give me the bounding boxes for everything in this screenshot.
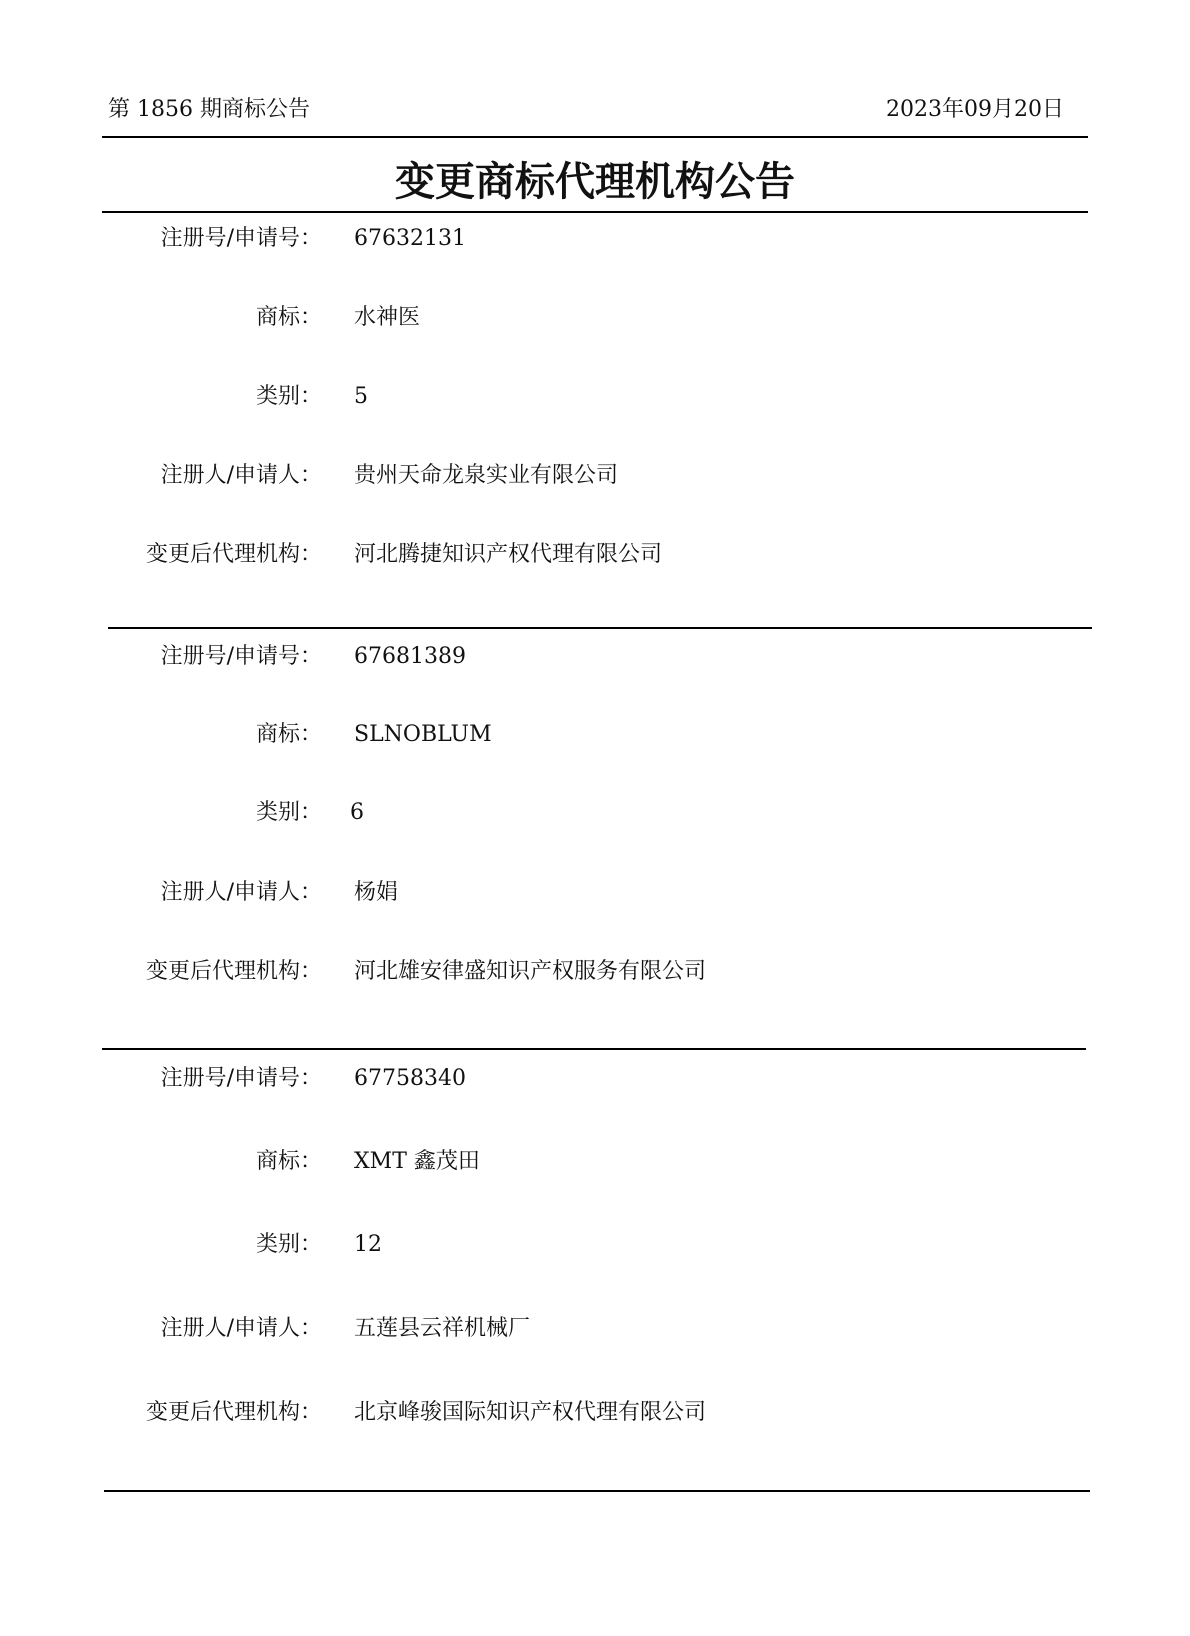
label-class: 类别： bbox=[255, 1232, 322, 1257]
label-class: 类别： bbox=[255, 800, 322, 825]
value-reg-no: 67758340 bbox=[354, 1066, 466, 1091]
value-reg-no: 67681389 bbox=[354, 644, 466, 669]
field-new-agent bbox=[0, 538, 1190, 572]
value-class: 5 bbox=[354, 384, 368, 409]
label-reg-no: 注册号/申请号： bbox=[160, 1066, 322, 1091]
value-applicant: 杨娟 bbox=[354, 880, 399, 905]
issue-number: 第 1856 期商标公告 bbox=[108, 97, 310, 122]
field-class bbox=[0, 1228, 1190, 1262]
label-applicant: 注册人/申请人： bbox=[160, 1316, 322, 1341]
record-divider bbox=[102, 1048, 1086, 1050]
record-divider bbox=[104, 1490, 1090, 1492]
value-new-agent: 河北腾捷知识产权代理有限公司 bbox=[354, 542, 663, 567]
title-divider bbox=[102, 211, 1088, 213]
field-class bbox=[0, 380, 1190, 414]
value-mark: SLNOBLUM bbox=[354, 722, 492, 747]
field-applicant bbox=[0, 1312, 1190, 1346]
record-divider bbox=[108, 627, 1092, 629]
label-applicant: 注册人/申请人： bbox=[160, 463, 322, 488]
label-mark: 商标： bbox=[255, 722, 322, 747]
label-mark: 商标： bbox=[255, 1149, 322, 1174]
field-mark bbox=[0, 301, 1190, 335]
field-reg-no bbox=[0, 640, 1190, 674]
field-class bbox=[0, 796, 1190, 830]
value-new-agent: 北京峰骏国际知识产权代理有限公司 bbox=[354, 1400, 707, 1425]
label-new-agent: 变更后代理机构： bbox=[145, 1400, 322, 1425]
field-reg-no bbox=[0, 222, 1190, 256]
page-title: 变更商标代理机构公告 bbox=[395, 159, 795, 205]
value-applicant: 五莲县云祥机械厂 bbox=[354, 1316, 531, 1341]
value-new-agent: 河北雄安律盛知识产权服务有限公司 bbox=[354, 959, 707, 984]
field-new-agent bbox=[0, 1396, 1190, 1430]
value-mark: XMT 鑫茂田 bbox=[354, 1149, 480, 1174]
value-mark: 水神医 bbox=[354, 305, 421, 330]
label-mark: 商标： bbox=[255, 305, 322, 330]
field-mark bbox=[0, 718, 1190, 752]
label-class: 类别： bbox=[255, 384, 322, 409]
label-new-agent: 变更后代理机构： bbox=[145, 959, 322, 984]
publication-date: 2023年09月20日 bbox=[886, 97, 1064, 122]
field-applicant bbox=[0, 459, 1190, 493]
label-reg-no: 注册号/申请号： bbox=[160, 226, 322, 251]
value-class: 6 bbox=[350, 800, 364, 825]
label-new-agent: 变更后代理机构： bbox=[145, 542, 322, 567]
label-applicant: 注册人/申请人： bbox=[160, 880, 322, 905]
value-reg-no: 67632131 bbox=[354, 226, 466, 251]
field-new-agent bbox=[0, 955, 1190, 989]
field-applicant bbox=[0, 876, 1190, 910]
value-applicant: 贵州天命龙泉实业有限公司 bbox=[354, 463, 619, 488]
header-divider bbox=[102, 136, 1088, 138]
value-class: 12 bbox=[354, 1232, 382, 1257]
field-reg-no bbox=[0, 1062, 1190, 1096]
field-mark bbox=[0, 1145, 1190, 1179]
label-reg-no: 注册号/申请号： bbox=[160, 644, 322, 669]
